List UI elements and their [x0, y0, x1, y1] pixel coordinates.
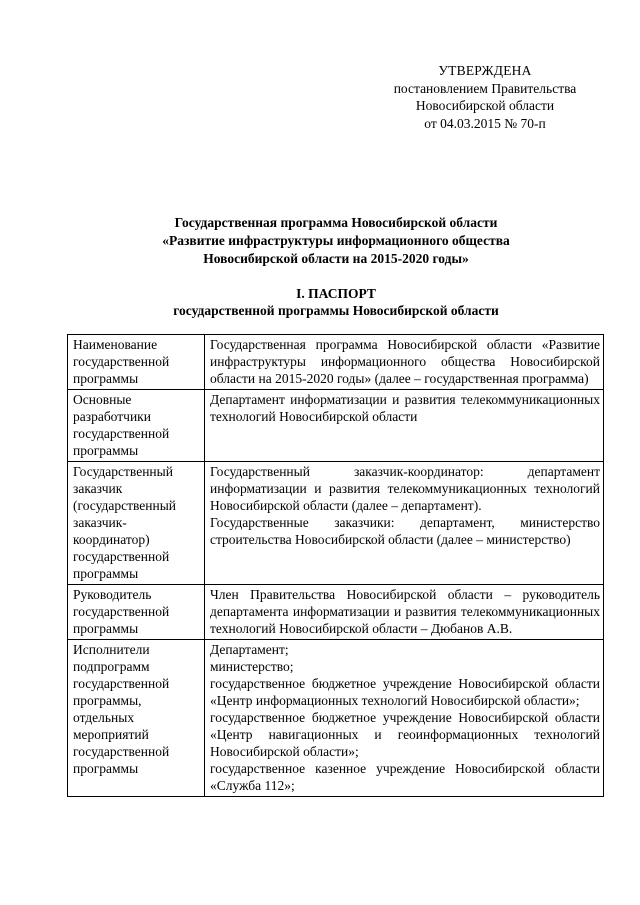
section-heading	[70, 285, 602, 319]
row-value-text: Государственная программа Новосибирской области «Развитие инфраструктуры информационного общества Новосибирской области на 2015-2020 годы» (далее – государственная программа)	[210, 337, 600, 386]
section-subtitle: государственной программы Новосибирской области	[173, 303, 499, 318]
row-label: Наименование государственной программы	[68, 335, 205, 390]
row-value-text: Департамент;	[210, 642, 289, 657]
approval-line: постановлением Правительства	[393, 80, 577, 96]
row-value	[205, 390, 604, 462]
row-value-text: министерство;	[210, 659, 294, 674]
approval-stamp	[380, 62, 590, 132]
table-row	[68, 390, 604, 462]
title-line: Новосибирской области на 2015-2020 годы»	[203, 251, 469, 266]
table-row	[68, 585, 604, 640]
row-value-text: Государственный заказчик-координатор: департамент информатизации и развития телекоммуникационных технологий Новосибирской области (далее – департамент).	[210, 464, 600, 513]
row-value-text: Государственные заказчики: департамент, министерство строительства Новосибирской области (далее – министерство)	[210, 515, 600, 547]
table-row	[68, 462, 604, 585]
row-value-text: государственное казенное учреждение Новосибирской области «Служба 112»;	[210, 761, 600, 793]
row-value	[205, 585, 604, 640]
section-number: I. ПАСПОРТ	[296, 286, 376, 301]
passport-table	[67, 334, 604, 797]
document-title	[70, 214, 602, 268]
row-label: Руководитель государственной программы	[68, 585, 205, 640]
row-label: Основные разработчики государственной программы	[68, 390, 205, 462]
table-row	[68, 335, 604, 390]
row-value	[205, 335, 604, 390]
title-line: Государственная программа Новосибирской области	[174, 215, 498, 230]
row-value-text: государственное бюджетное учреждение Новосибирской области «Центр информационных технологий Новосибирской области»;	[210, 676, 600, 708]
row-value-text: Член Правительства Новосибирской области – руководитель департамента информатизации и развития телекоммуникационных технологий Новосибирской области – Дюбанов А.В.	[210, 587, 600, 636]
approval-line: Новосибирской области	[415, 98, 555, 113]
row-label: Исполнители подпрограмм государственной программы, отдельных мероприятий государственной программы	[68, 640, 205, 797]
row-label: Государственный заказчик (государственный заказчик-координатор) государственной программы	[68, 462, 205, 585]
approval-date: от 04.03.2015 № 70-п	[424, 115, 546, 131]
row-value-text: государственное бюджетное учреждение Новосибирской области «Центр навигационных и геоинформационных технологий Новосибирской области»;	[210, 710, 600, 759]
table-row	[68, 640, 604, 797]
row-value	[205, 462, 604, 585]
approval-title: УТВЕРЖДЕНА	[438, 63, 532, 78]
row-value	[205, 640, 604, 797]
title-line: «Развитие инфраструктуры информационного общества	[162, 233, 510, 248]
row-value-text: Департамент информатизации и развития телекоммуникационных технологий Новосибирской области	[210, 392, 600, 424]
